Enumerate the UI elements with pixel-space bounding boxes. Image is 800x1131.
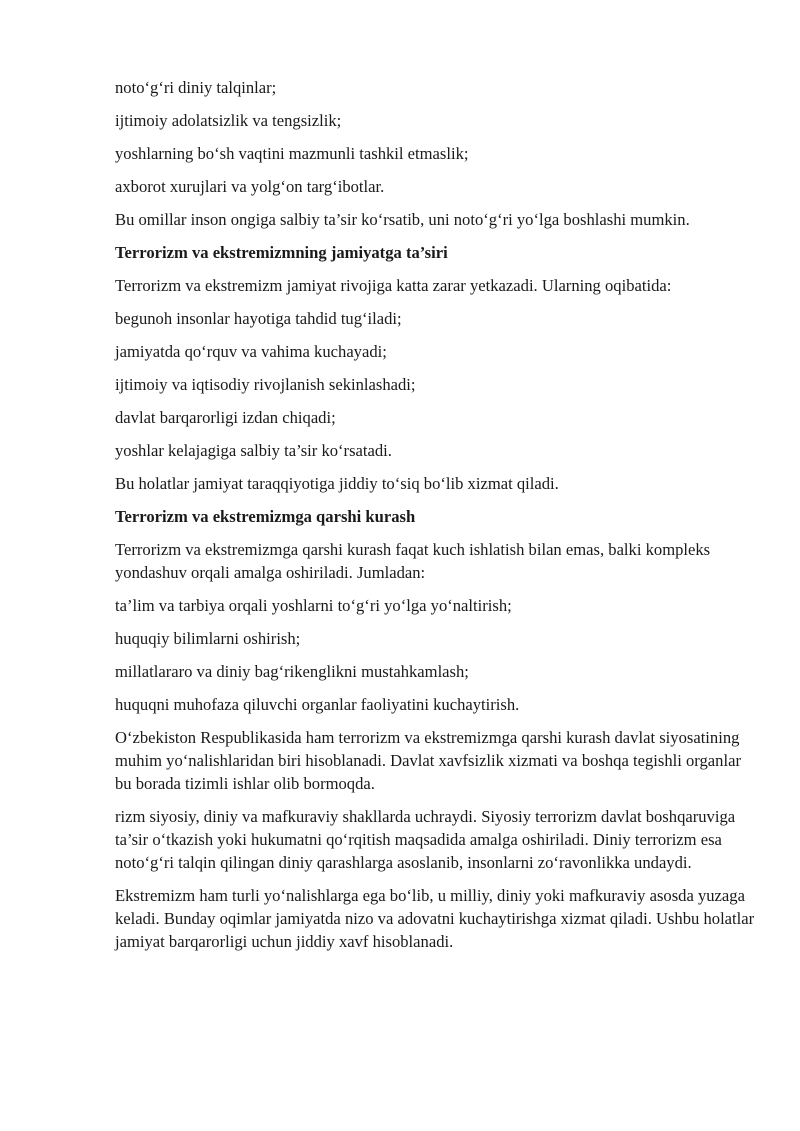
list-item: millatlararo va diniy bag‘rikenglikni mustahkamlash; [115, 662, 469, 681]
paragraph: Terrorizm va ekstremizm jamiyat rivojiga katta zarar yetkazadi. Ularning oqibatida: [115, 276, 672, 295]
list-item: yoshlar kelajagiga salbiy ta’sir ko‘rsatadi. [115, 441, 392, 460]
section-heading: Terrorizm va ekstremizmning jamiyatga ta’siri [115, 243, 448, 262]
list-item: jamiyatda qo‘rquv va vahima kuchayadi; [115, 342, 387, 361]
list-item: begunoh insonlar hayotiga tahdid tug‘iladi; [115, 309, 402, 328]
list-item: davlat barqarorligi izdan chiqadi; [115, 408, 336, 427]
paragraph: Bu holatlar jamiyat taraqqiyotiga jiddiy to‘siq bo‘lib xizmat qiladi. [115, 474, 559, 493]
list-item: ijtimoiy va iqtisodiy rivojlanish sekinlashadi; [115, 375, 416, 394]
list-item: noto‘g‘ri diniy talqinlar; [115, 78, 277, 97]
list-item: huquqni muhofaza qiluvchi organlar faoliyatini kuchaytirish. [115, 695, 520, 714]
document-body [115, 76, 755, 963]
section-heading: Terrorizm va ekstremizmga qarshi kurash [115, 507, 416, 526]
list-item: huquqiy bilimlarni oshirish; [115, 629, 301, 648]
paragraph: Bu omillar inson ongiga salbiy ta’sir ko‘rsatib, uni noto‘g‘ri yo‘lga boshlashi mumkin. [115, 210, 690, 229]
list-item: axborot xurujlari va yolg‘on targ‘ibotlar. [115, 177, 385, 196]
paragraph: Terrorizm va ekstremizmga qarshi kurash faqat kuch ishlatish bilan emas, balki kompleks yondashuv orqali amalga oshiriladi. Jumladan: [115, 540, 711, 582]
list-item: ta’lim va tarbiya orqali yoshlarni to‘g‘ri yo‘lga yo‘naltirish; [115, 596, 512, 615]
paragraph: Ekstremizm ham turli yo‘nalishlarga ega bo‘lib, u milliy, diniy yoki mafkuraviy asosda yuzaga keladi. Bunday oqimlar jamiyatda nizo va adovatni kuchaytirishga xizmat qiladi. Ushbu holatlar jamiyat barqarorligi uchun jiddiy xavf hisoblanadi. [115, 886, 755, 951]
list-item: yoshlarning bo‘sh vaqtini mazmunli tashkil etmaslik; [115, 144, 469, 163]
list-item: ijtimoiy adolatsizlik va tengsizlik; [115, 111, 342, 130]
paragraph: O‘zbekiston Respublikasida ham terrorizm va ekstremizmga qarshi kurash davlat siyosatining muhim yo‘nalishlaridan biri hisoblanadi. Davlat xavfsizlik xizmati va boshqa tegishli organlar bu borada tizimli ishlar olib bormoqda. [115, 728, 741, 793]
paragraph: rizm siyosiy, diniy va mafkuraviy shakllarda uchraydi. Siyosiy terrorizm davlat boshqaruviga ta’sir o‘tkazish yoki hukumatni qo‘rqitish maqsadida amalga oshiriladi. Diniy terrorizm esa noto‘g‘ri talqin qilingan diniy qarashlarga asoslanib, insonlarni zo‘ravonlikka undaydi. [115, 807, 736, 872]
